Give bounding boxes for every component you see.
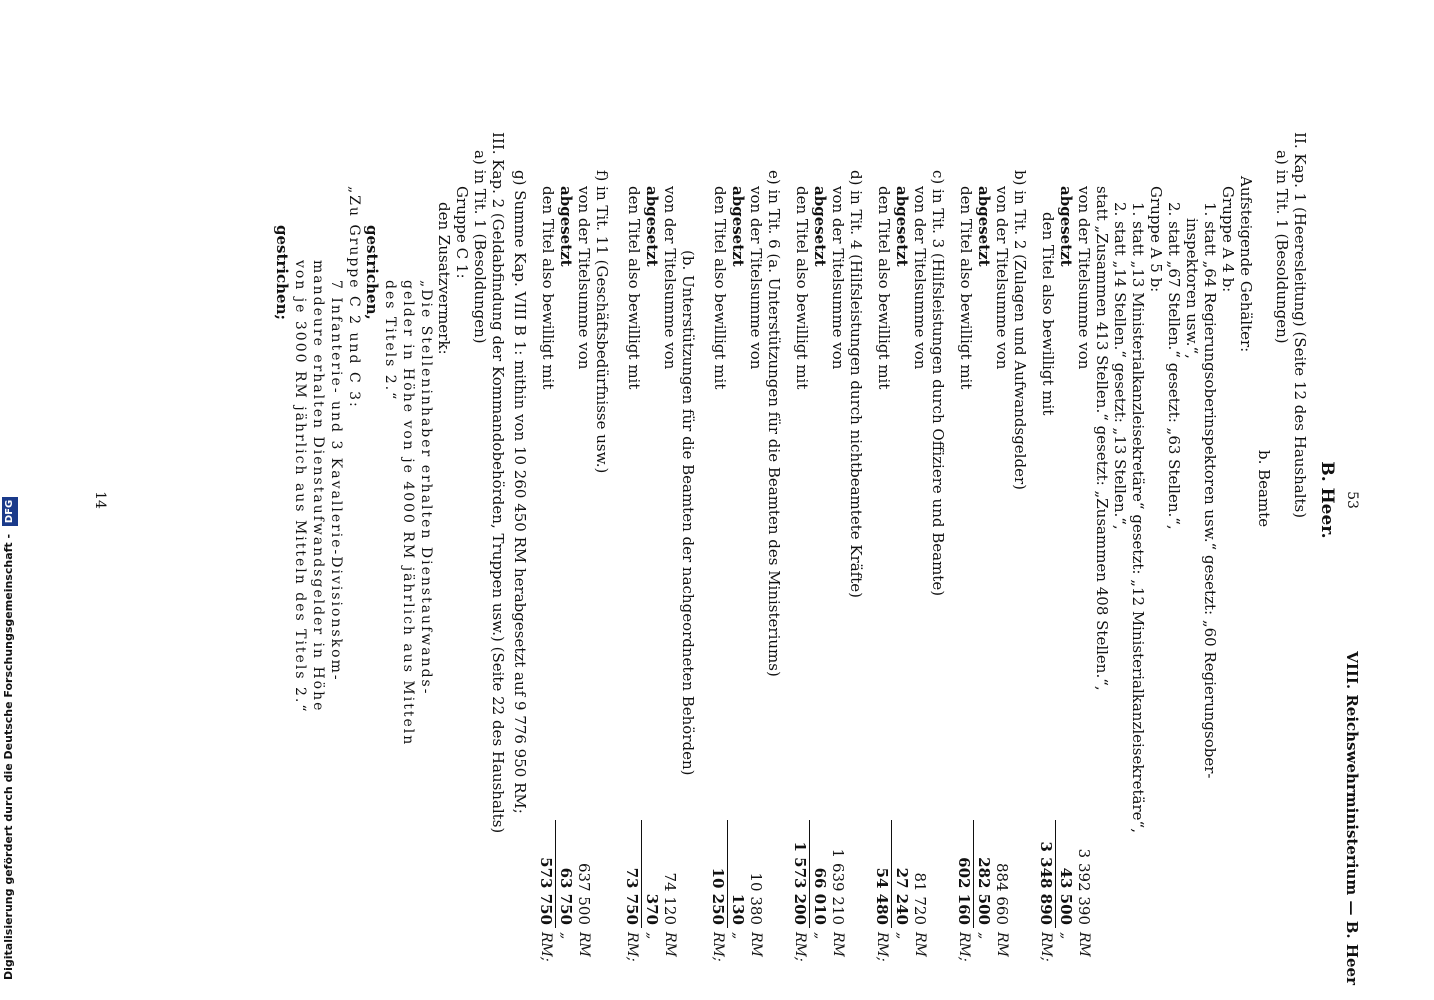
text-line: von der Titelsumme von: [1075, 186, 1093, 370]
unit: „: [976, 932, 992, 940]
amount: 63 750: [557, 867, 575, 925]
unit: RM: [576, 932, 592, 957]
digitization-credit: [1, 0, 21, 1000]
unit: RM;: [956, 932, 972, 962]
amount: 884 660: [993, 862, 1011, 925]
text-line: abgesetzt: [811, 186, 829, 267]
amount: 3 348 890: [1037, 841, 1055, 925]
text-line: d) in Tit. 4 (Hilfsleistungen durch nichtbeamtete Kräfte): [847, 170, 865, 598]
text-line: Aufsteigende Gehälter:: [1237, 176, 1255, 353]
unit: „: [644, 932, 660, 940]
unit: RM;: [624, 932, 640, 962]
unit: RM;: [1038, 932, 1054, 962]
text-line: mandeure erhalten Dienstaufwandsgelder in Höhe: [310, 260, 326, 713]
unit: RM;: [538, 932, 554, 962]
credit-text: Digitalisierung gefördert durch die Deutsche Forschungsgemeinschaft -: [2, 533, 15, 980]
amount: 282 500: [975, 857, 993, 925]
amount: 1 573 200: [791, 841, 809, 925]
amount: 10 380: [747, 872, 765, 925]
text-line: e) in Tit. 6 (a. Unterstützungen für die Beamten des Ministeriums): [765, 170, 783, 677]
text-line: abgesetzt: [643, 186, 661, 267]
text-line: den Titel also bewilligt mit: [875, 186, 893, 390]
amount: 637 500: [575, 862, 593, 925]
text-line: den Titel also bewilligt mit: [711, 186, 729, 390]
text-line: III. Kap. 2 (Geldabfindung der Kommandobehörden, Truppen usw.) (Seite 22 des Haushalts): [489, 132, 507, 834]
text-line: von der Titelsumme von: [575, 186, 593, 370]
page-folio: 14: [92, 491, 108, 509]
text-line: von der Titelsumme von: [829, 186, 847, 370]
text-line: b) in Tit. 2 (Zulagen und Aufwandsgelder): [1011, 170, 1029, 490]
text-line: II. Kap. 1 (Heeresleitung) (Seite 12 des Haushalts): [1291, 132, 1309, 519]
unit: RM: [748, 932, 764, 957]
amount: 81 720: [911, 872, 929, 925]
text-line: von der Titelsumme von: [747, 186, 765, 370]
text-line: c) in Tit. 3 (Hilfsleistungen durch Offiziere und Beamte): [929, 170, 947, 597]
sum-rule: [809, 820, 810, 928]
amount: 54 480: [873, 867, 891, 925]
text-line: f) in Tit. 11 (Geschäftsbedürfnisse usw.): [593, 170, 611, 474]
text-line: 2. statt „14 Stellen.“ gesetzt: „13 Stellen.“,: [1111, 202, 1129, 530]
unit: „: [730, 932, 746, 940]
amount: 74 120: [661, 872, 679, 925]
text-line: Gruppe C 1:: [453, 186, 471, 279]
text-line: 1. statt „13 Ministerialkanzleisekretäre“ gesetzt: „12 Ministerialkanzleisekretäre“,: [1129, 202, 1147, 833]
amount: 73 750: [623, 867, 641, 925]
text-line: abgesetzt: [975, 186, 993, 267]
text-line: abgesetzt: [729, 186, 747, 267]
text-line: „Zu Gruppe C 2 und C 3:: [346, 186, 362, 409]
unit: RM: [994, 932, 1010, 957]
text-line: 7 Infanterie- und 3 Kavallerie-Divisionskom-: [328, 280, 344, 682]
text-line: abgesetzt: [1057, 186, 1075, 267]
unit: RM: [662, 932, 678, 957]
text-line: von der Titelsumme von: [911, 186, 929, 370]
unit: RM;: [874, 932, 890, 962]
unit: RM;: [710, 932, 726, 962]
text-line: den Titel also bewilligt mit: [957, 186, 975, 390]
amount: 573 750: [537, 857, 555, 925]
text-line: statt „Zusammen 413 Stellen.“ gesetzt: „Zusammen 408 Stellen.“,: [1093, 186, 1111, 691]
text-line: den Titel also bewilligt mit: [1039, 212, 1057, 416]
amount: 130: [729, 893, 747, 925]
unit: RM: [1076, 932, 1092, 957]
unit: RM: [830, 932, 846, 957]
text-line: 1. statt „64 Regierungsoberinspektoren usw.“ gesetzt: „60 Regierungsober-: [1201, 202, 1219, 779]
amount: 3 392 390: [1075, 848, 1093, 925]
page-number: 53: [1344, 491, 1360, 509]
sum-rule: [641, 820, 642, 928]
sum-rule: [727, 820, 728, 928]
text-line: abgesetzt: [557, 186, 575, 267]
text-line: von der Titelsumme von: [661, 186, 679, 370]
amount: 10 250: [709, 867, 727, 925]
amount: 43 500: [1057, 867, 1075, 925]
text-line: gestrichen,: [363, 225, 381, 320]
text-line: b. Beamte: [1255, 450, 1273, 528]
text-line: 2. statt „67 Stellen.“ gesetzt: „63 Stellen.“,: [1165, 202, 1183, 530]
text-line: von je 3000 RM jährlich aus Mitteln des Titels 2.“: [292, 260, 308, 714]
unit: „: [894, 932, 910, 940]
amount: 27 240: [893, 867, 911, 925]
text-line: „Die Stelleninhaber erhalten Dienstaufwands-: [418, 280, 434, 696]
text-line: a) in Tit. 1 (Besoldungen): [471, 150, 489, 344]
sum-rule: [891, 820, 892, 928]
unit: „: [812, 932, 828, 940]
text-line: gestrichen;: [273, 225, 291, 321]
sum-rule: [555, 820, 556, 928]
unit: RM;: [792, 932, 808, 962]
text-line: a) in Tit. 1 (Besoldungen): [1273, 150, 1291, 344]
sum-rule: [1055, 820, 1056, 928]
dfg-logo: DFG: [2, 497, 18, 526]
text-line: den Zusatzvermerk:: [435, 202, 453, 355]
amount: 602 160: [955, 857, 973, 925]
text-line: g) Summe Kap. VIII B 1: mithin von 10 260 450 RM herabgesetzt auf 9 776 950 RM;: [511, 170, 529, 814]
unit: RM: [912, 932, 928, 957]
section-title: B. Heer.: [1317, 461, 1337, 539]
text-line: den Titel also bewilligt mit: [539, 186, 557, 390]
text-line: des Titels 2.“: [382, 280, 398, 402]
text-line: Gruppe A 4 b:: [1219, 186, 1237, 293]
text-line: Gruppe A 5 b:: [1147, 186, 1165, 293]
text-line: den Titel also bewilligt mit: [793, 186, 811, 390]
amount: 370: [643, 893, 661, 925]
unit: „: [1058, 932, 1074, 940]
text-line: gelder in Höhe von je 4000 RM jährlich aus Mitteln: [400, 280, 416, 747]
text-line: abgesetzt: [893, 186, 911, 267]
sum-rule: [973, 820, 974, 928]
amount: 1 639 210: [829, 848, 847, 925]
text-line: den Titel also bewilligt mit: [625, 186, 643, 390]
text-line: inspektoren usw.“,: [1183, 218, 1201, 359]
unit: „: [558, 932, 574, 940]
running-head: VIII. Reichswehrministerium — B. Heer: [1343, 651, 1361, 985]
text-line: von der Titelsumme von: [993, 186, 1011, 370]
amount: 66 010: [811, 867, 829, 925]
text-line: (b. Unterstützungen für die Beamten der nachgeordneten Behörden): [679, 250, 697, 776]
